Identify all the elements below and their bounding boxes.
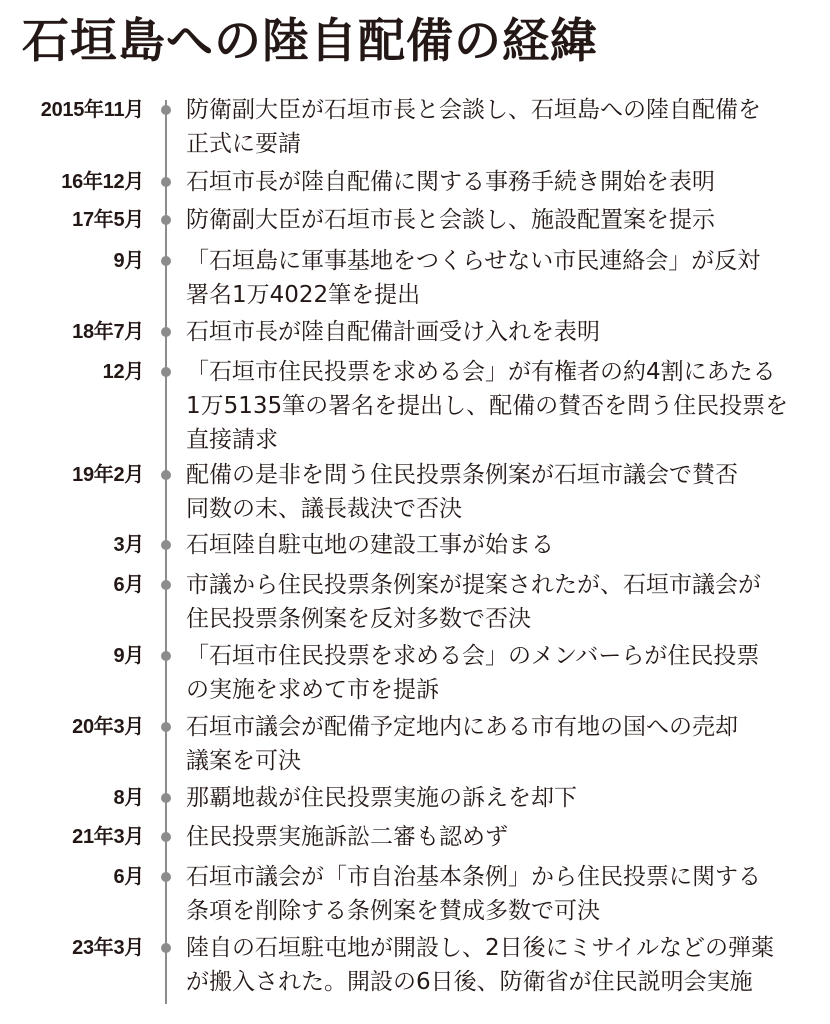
entry-date: 16年12月 (61, 171, 144, 193)
entry-text: 「石垣市住民投票を求める会」が有権者の約4割にあたる 1万5135筆の署名を提出し、配備の賛否を問う住民投票を 直接請求 (186, 359, 789, 453)
timeline-line (165, 100, 167, 1004)
entry-date: 8月 (113, 787, 144, 809)
timeline-dot (161, 793, 171, 803)
timeline-dot (161, 722, 171, 732)
entry-text: 陸自の石垣駐屯地が開設し、2日後にミサイルなどの弾薬 が搬入された。開設の6日後、防衛省が住民説明会実施 (186, 935, 775, 995)
timeline-dot (161, 367, 171, 377)
timeline-dot (161, 470, 171, 480)
entry-text: 防衛副大臣が石垣市長と会談し、石垣島への陸自配備を 正式に要請 (186, 97, 761, 157)
entry-text: 「石垣市住民投票を求める会」のメンバーらが住民投票 の実施を求めて市を提訴 (186, 643, 760, 703)
timeline-dot (161, 177, 171, 187)
entry-date: 18年7月 (72, 321, 144, 343)
timeline-dot (161, 580, 171, 590)
timeline-dot (161, 872, 171, 882)
entry-date: 20年3月 (72, 716, 144, 738)
entry-date: 6月 (113, 574, 144, 596)
timeline-dot (161, 943, 171, 953)
entry-text: 配備の是非を問う住民投票条例案が石垣市議会で賛否 同数の末、議長裁決で否決 (186, 462, 738, 522)
entry-text: 那覇地裁が住民投票実施の訴えを却下 (186, 785, 577, 811)
entry-date: 9月 (113, 645, 144, 667)
timeline-dot (161, 540, 171, 550)
page-title: 石垣島への陸自配備の経緯 (22, 14, 598, 69)
entry-date: 23年3月 (72, 937, 144, 959)
entry-date: 19年2月 (72, 464, 144, 486)
entry-text: 住民投票実施訴訟二審も認めず (186, 824, 508, 850)
entry-text: 市議から住民投票条例案が提案されたが、石垣市議会が 住民投票条例案を反対多数で否決 (186, 572, 761, 632)
entry-text: 石垣市議会が「市自治基本条例」から住民投票に関する 条項を削除する条例案を賛成多数で可決 (186, 864, 761, 924)
entry-date: 17年5月 (72, 209, 144, 231)
entry-text: 石垣市議会が配備予定地内にある市有地の国への売却 議案を可決 (186, 714, 738, 774)
timeline-dot (161, 256, 171, 266)
timeline-dot (161, 215, 171, 225)
entry-text: 石垣市長が陸自配備に関する事務手続き開始を表明 (186, 169, 715, 195)
entry-date: 2015年11月 (40, 99, 144, 121)
entry-text: 石垣市長が陸自配備計画受け入れを表明 (186, 319, 600, 345)
entry-text: 防衛副大臣が石垣市長と会談し、施設配置案を提示 (186, 207, 715, 233)
entry-date: 21年3月 (72, 826, 144, 848)
timeline-dot (161, 651, 171, 661)
entry-date: 9月 (113, 250, 144, 272)
entry-text: 石垣陸自駐屯地の建設工事が始まる (186, 532, 554, 558)
timeline-dot (161, 832, 171, 842)
entry-date: 6月 (113, 866, 144, 888)
entry-date: 3月 (113, 534, 144, 556)
entry-text: 「石垣島に軍事基地をつくらせない市民連絡会」が反対 署名1万4022筆を提出 (186, 248, 761, 308)
timeline-dot (161, 327, 171, 337)
entry-date: 12月 (102, 361, 144, 383)
timeline-dot (161, 105, 171, 115)
